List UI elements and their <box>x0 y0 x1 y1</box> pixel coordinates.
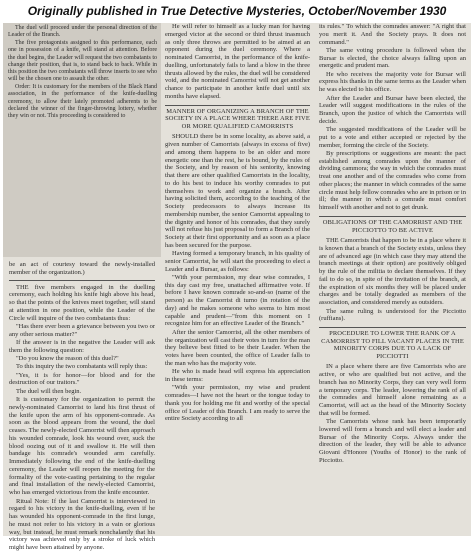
section-heading: OBLIGATIONS OF THE CAMORRIST AND THE PICCIOTTO TO BE ACTIVE <box>319 216 466 234</box>
body-paragraph: be an act of courtesy toward the newly-installed member of the organization.) <box>9 261 155 276</box>
body-paragraph: THE five members engaged in the duelling ceremony, each holding his knife high above his head, so that the points of the knives meet together, will stand at attention in one position, while the Leader of the Circle will inquire of the two combatants thus: <box>9 283 155 322</box>
body-paragraph: "Has there ever been a grievance between you two or any other serious matter?" <box>9 322 155 338</box>
section-heading: MANNER OF ORGANIZING A BRANCH OF THE SOCIETY IN A PLACE WHERE THERE ARE FIVE OR MORE QUALIFIED CAMORRISTS <box>165 105 310 131</box>
section-divider <box>9 280 155 281</box>
body-paragraph: The duel will then begin. <box>16 387 82 395</box>
body-paragraph: He will refer to himself as a lucky man for having emerged victor at the second or third thrust inasmuch as only three throws are permitted to be aimed at an opponent during the duel ceremony. Where a nominated Camorrist, in the performance of the knife-duelling, unfortunately fails to land a blow in the three thrusts allowed by the rules, the duel will be considered void, and the nominated Camorrist will not get another chance to participate in another knife duel until six months have elapsed. <box>165 23 310 100</box>
body-paragraph: THE Camorrists that happen to be in a place where it is known that a branch of the Society exists, unless they are of advanced age (in which case they may attend the branch meetings at their option) are positively obliged by the rule of the militia to declare themselves. If they fail to do so, in spite of the invitation of the branch, at the expiration of six months they will be placed under charges and be totally degraded as members of the association, and considered merely as outsiders. <box>319 237 466 307</box>
body-paragraph: Ritual Note: If the last Camorrist is interviewed in regard to his victory in the knife-duelling, even if he has wounded his opponent-comrade in the first lunge, he must not refer to his victory in a vain or glorious way, but instead, he must remark nonchalantly that his victory was achieved only by a stroke of luck which might have been attained by anyone. <box>9 497 155 551</box>
ritual-note-box <box>3 23 161 257</box>
body-paragraph: To this inquiry the two combatants will reply thus: <box>16 363 148 371</box>
box-paragraph: The five protagonists assigned to this performance, each one in possession of a knife, will stand at attention. Before the duel begins, the Leader will request the two combatants to change their position, that is, to stand back to back. While in this position the two combatants will throw inserts to see who will be the chosen one to assault the other. <box>8 40 157 83</box>
body-paragraph: "With your permission, my dear wise comrades, I this day cast my free, unattached affirmative vote. If before I have known comrade so-and-so (name of the person) as the Camorrist di turno (in rotation of the day) and he makes someone who seems to him most capable and prudent—"from this moment on I recognize him for an effective Leader of the Branch." <box>165 273 310 328</box>
body-paragraph: "Do you know the reason of this duel?" <box>16 355 119 363</box>
box-paragraph: Order: It is customary for the members of the Black Hand association, in the performance of the knife-duelling ceremony, to allow their lately promoted adherents to be declared the winner of the finger-throwing lottery, whether they win or not. This proceeding is considered to <box>8 84 157 120</box>
body-paragraph: The same voting procedure is followed when the Bursar is elected, the choice always falling upon an energetic and prudent man. <box>319 46 466 70</box>
section-heading: PROCEDURE TO LOWER THE RANK OF A CAMORRIST TO FILL VACANT PLACES IN THE MINORITY CORPS DUE TO A LACK OF PICCIOTTI <box>319 327 466 360</box>
body-paragraph: "Yes, it is for honor—for blood and for the destruction of our traitors." <box>9 371 155 387</box>
body-paragraph: He who is made head will express his appreciation in these terms: <box>165 368 310 383</box>
column-2 <box>165 23 310 536</box>
body-paragraph: The Camorrists whose rank has been temporarily lowered will form a branch and will elect a leader and Bursar of the Minority Corps. Always under the direction of the leader, they will be able to advance Giovani d'Honore (Youths of Honor) to the rank of Picciotto. <box>319 418 466 464</box>
body-paragraph: Having formed a temporary branch, in his quality of senior Camorrist, he will start the proceeding to elect a Leader and a Bursar, as follows: <box>165 250 310 273</box>
body-paragraph: "With your permission, my wise and prudent comrades—I have not the heart or the tongue today to thank you for holding me fit and worthy of the special office of Leader of this Branch. I am ready to serve the entire Society according to all <box>165 384 310 423</box>
body-paragraph: It is customary for the organization to permit the newly-nominated Camorrist to land his first thrust of the knife upon the arm of his opponent-comrade. As soon as the blood appears from the wound, the duel ceases. The newly-elected Camorrist will then approach his wounded comrade, look his wound over, suck the blood oozing out of it and swallow it. He will then bandage his comrade's wounded arm carefully. Immediately following the end of the knife-duelling ceremony, the Leader will reopen the meeting for the formality of the vote-casting pertaining to the regular and final installation of the newly-elected Camorrist, who has emerged victorious from the knife encounter. <box>9 396 155 497</box>
body-paragraph: After the Leader and Bursar have been elected, the Leader will suggest modifications in the rules of the Branch, upon the justice of which the Camorrists will decide. <box>319 94 466 125</box>
body-paragraph: its rules." To which the comrades answer: "A right that you merit it. And the Society prays. It does not command." <box>319 23 466 46</box>
column-1 <box>8 23 157 551</box>
body-paragraph: IN a place where there are five Camorrists who are active, or who are qualified but not active, and the branch has no Minority Corps, they can very well form a temporary corps. The leader, lowering the rank of all the comrades and himself alone remaining as a Camorrist, will act as the head of the Minority Society that will be formed. <box>319 363 466 417</box>
body-paragraph: If the answer is in the negative the Leader will ask them the following question: <box>9 338 155 354</box>
body-paragraph: After the senior Camorrist, all the other members of the organization will cast their votes in turn for the man they believe best fitted to be their Leader. When the votes have been counted, the office of Leader falls to the man who has the majority vote. <box>165 328 310 367</box>
body-paragraph: He who receives the majority vote for Bursar will express his thanks in the same terms as the Leader when he was elected to his office. <box>319 70 466 94</box>
body-paragraph: By prescriptions or suggestions are meant: the pact established among comrades upon the manner of dividing cammora; the way in which the comrades must treat one another and of the comrades who come from other places; the manner in which comrades of the same circle must help fellow comrades who are in prison or in ill; the manner in which a comrade must comfort himself with another and not to get drunk. <box>319 149 466 212</box>
magazine-page-scan <box>3 23 471 551</box>
page-title: Originally published in True Detective Mysteries, October/November 1930 <box>0 0 474 22</box>
body-paragraph: The same ruling is understood for the Picciotto (ruffians). <box>319 307 466 323</box>
body-paragraph: The suggested modifications of the Leader will be put to a vote and either accepted or rejected by the member, forming the circle of the Society. <box>319 126 466 149</box>
body-paragraph: SHOULD there be in some locality, as above said, a given number of Camorrists (always in excess of five) and among them happens to be an older and more energetic one than the rest, he is bound, by the rules of the Society, and by reason of his seniority, knowing that there are other qualified Camorrists in the locality, to do his best to induce his worthy comrades to put themselves to work and organize a branch. After having solicited them, according to the teaching of the Society predecessors to always increase its membership number, the senior Camorrist appealing to the dignity and honor of his comrades, that they surely will not refuse his just proposal to form a Branch of the Society at their first opportunity and as soon as a place has been secured for the purpose. <box>165 133 310 249</box>
column-3 <box>319 23 466 536</box>
box-paragraph: The duel will proceed under the personal direction of the Leader of the Branch. <box>8 25 157 39</box>
